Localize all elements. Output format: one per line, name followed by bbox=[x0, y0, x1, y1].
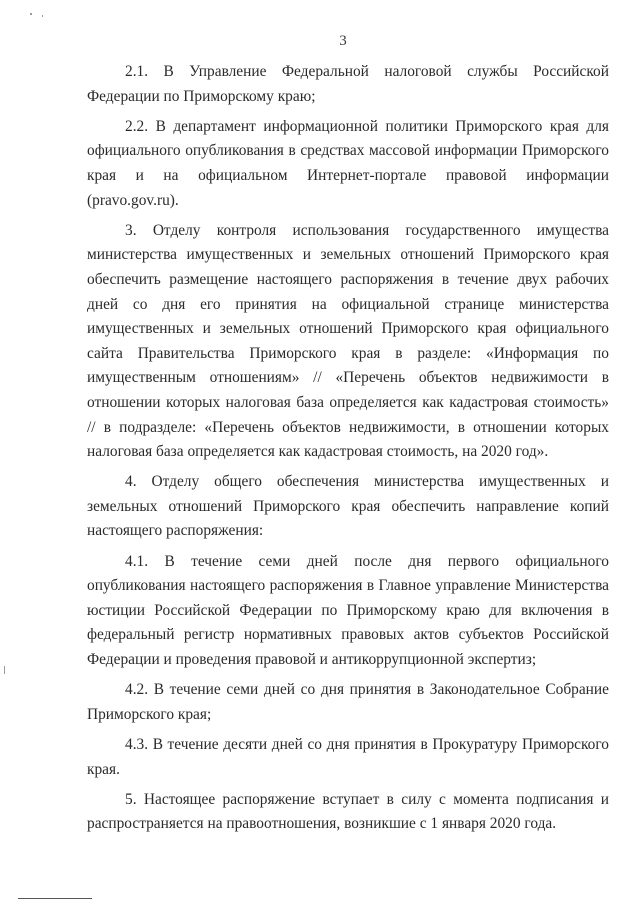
footer-rule bbox=[18, 898, 92, 899]
paragraph-4-3: 4.3. В течение десяти дней со дня принятия в Прокуратуру Приморского края. bbox=[87, 736, 609, 778]
paragraph-2-1: 2.1. В Управление Федеральной налоговой службы Российской Федерации по Приморскому краю; bbox=[87, 63, 609, 105]
paragraph-5: 5. Настоящее распоряжение вступает в силу с момента подписания и распространяется на правоотношения, возникшие с 1 января 2020 года. bbox=[87, 790, 609, 833]
scan-mark-left-edge bbox=[4, 666, 5, 674]
document-body bbox=[87, 60, 609, 837]
paragraph-2-2: 2.2. В департамент информационной политики Приморского края для официального опубликования в средствах массовой информации Приморского края и на официальном Интернет-портале правовой информации (pravo.gov.ru). bbox=[87, 117, 609, 209]
paragraph-3: 3. Отделу контроля использования государственного имущества министерства имущественных и земельных отношений Приморского края обеспечить размещение настоящего распоряжения в течение двух рабочих дней со дня его принятия на официальной странице министерства имущественных и земельных отношений Приморского края официального сайта Правительства Приморского края в разделе: «Информация по имущественным отношениям» // «Перечень объектов недвижимости в отношении которых налоговая база определяется как кадастровая стоимость» // в подразделе: «Перечень объектов недвижимости, в отношении которых налоговая база определяется как кадастровая стоимость, на 2020 год». bbox=[87, 221, 609, 461]
paragraph-4: 4. Отделу общего обеспечения министерства имущественных и земельных отношений Приморского края обеспечить направление копий настоящего распоряжения: bbox=[87, 473, 609, 540]
paragraph-4-2: 4.2. В течение семи дней со дня принятия в Законодательное Собрание Приморского края; bbox=[87, 681, 609, 723]
paragraph-4-1: 4.1. В течение семи дней после дня первого официального опубликования настоящего распоряжения в Главное управление Министерства юстиции Российской Федерации по Приморскому краю для включения в федеральный регистр нормативных правовых актов субъектов Российской Федерации и проведения правовой и антикоррупционной экспертиз; bbox=[87, 552, 609, 669]
scan-mark-top-left bbox=[30, 13, 32, 15]
scan-mark-top-left-2 bbox=[42, 15, 43, 17]
page-number: 3 bbox=[339, 33, 347, 49]
